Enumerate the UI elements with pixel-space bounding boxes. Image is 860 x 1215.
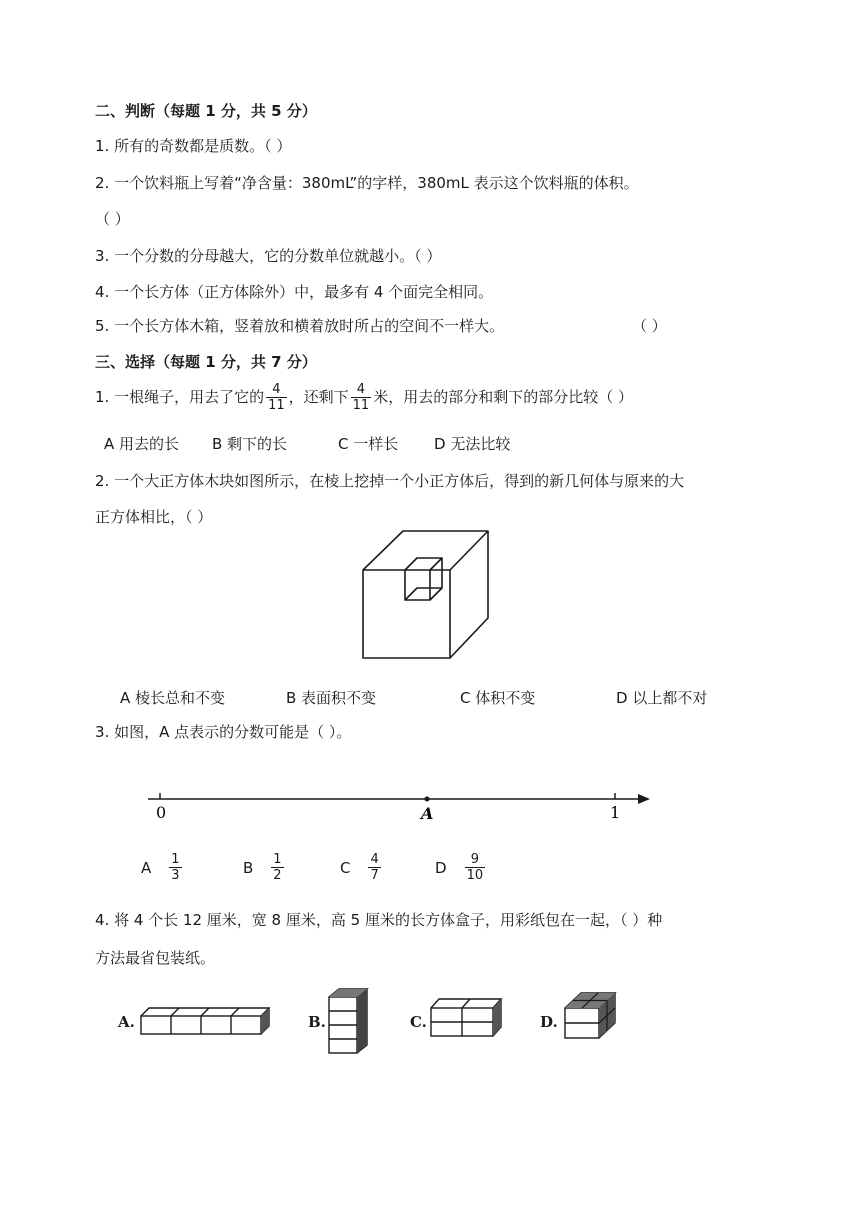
point-a-marker <box>425 797 430 802</box>
choice-q2-line1: 2. 一个大正方体木块如图所示，在棱上挖掉一个小正方体后，得到的新几何体与原来的大 <box>95 472 685 490</box>
fraction-denominator: 3 <box>171 868 180 883</box>
option-letter: C <box>340 858 351 877</box>
choice-q4-line1: 4. 将 4 个长 12 厘米，宽 8 厘米，高 5 厘米的长方体盒子，用彩纸包在一起，（ ）种 <box>95 911 663 929</box>
fraction-denominator: 2 <box>273 868 282 883</box>
option-letter: D <box>435 858 447 877</box>
choice-q3-option-a <box>141 852 184 883</box>
fraction-denominator: 11 <box>352 398 370 413</box>
boxes-stacked-figure <box>326 986 372 1056</box>
section-judge-heading: 二、判断（每题 1 分，共 5 分） <box>95 102 317 120</box>
choice-q2-option-b: B 表面积不变 <box>286 689 377 707</box>
axis-label-a: A <box>421 804 434 823</box>
section-choice-heading: 三、选择（每题 1 分，共 7 分） <box>95 353 317 371</box>
fraction-4-11-b <box>351 382 372 413</box>
choice-q4-option-c-label: C. <box>410 1013 427 1031</box>
choice-q3-option-c <box>340 852 383 883</box>
choice-q2-option-c: C 体积不变 <box>460 689 536 707</box>
fraction-numerator: 9 <box>470 852 479 867</box>
choice-q3-option-b <box>243 852 286 883</box>
fraction-numerator: 4 <box>370 852 379 867</box>
axis-label-1: 1 <box>610 803 621 822</box>
notched-cube-figure <box>355 528 495 663</box>
fraction-denominator: 11 <box>268 398 285 413</box>
judge-q5: 5. 一个长方体木箱，竖着放和横着放时所占的空间不一样大。 <box>95 317 505 335</box>
choice-q3-option-d <box>435 852 487 883</box>
judge-q2-paren: （ ） <box>95 210 130 228</box>
choice-q1-option-c: C 一样长 <box>338 435 399 453</box>
arrow-right-icon <box>638 794 650 804</box>
option-fraction <box>169 852 181 883</box>
judge-q5-paren: （ ） <box>632 317 667 335</box>
choice-q1-mid: ，还剩下 <box>288 388 349 406</box>
number-line <box>140 785 660 825</box>
choice-q1-post: 米，用去的部分和剩下的部分比较（ ） <box>373 388 633 406</box>
fraction-numerator: 4 <box>272 382 281 397</box>
boxes-in-a-row-figure <box>138 1005 274 1037</box>
choice-q1-option-a: A 用去的长 <box>104 435 180 453</box>
choice-q1-option-d: D 无法比较 <box>434 435 511 453</box>
option-fraction <box>465 852 486 883</box>
choice-q4-option-d-label: D. <box>540 1013 558 1031</box>
fraction-numerator: 4 <box>356 382 366 397</box>
axis-label-0: 0 <box>156 803 167 822</box>
option-fraction <box>271 852 283 883</box>
judge-q2: 2. 一个饮料瓶上写着“净含量：380mL”的字样，380mL 表示这个饮料瓶的体积。 <box>95 174 639 192</box>
choice-q4-option-b-label: B. <box>308 1013 326 1031</box>
judge-q4: 4. 一个长方体（正方体除外）中，最多有 4 个面完全相同。 <box>95 283 494 301</box>
choice-q4-option-a-label: A. <box>118 1013 135 1031</box>
choice-q1-option-b: B 剩下的长 <box>212 435 288 453</box>
judge-q1: 1. 所有的奇数都是质数。（ ） <box>95 137 292 155</box>
fraction-denominator: 10 <box>466 868 484 883</box>
choice-q3-text: 3. 如图，A 点表示的分数可能是（ ）。 <box>95 723 352 741</box>
choice-q2-line2: 正方体相比，（ ） <box>95 508 213 526</box>
judge-q3: 3. 一个分数的分母越大，它的分数单位就越小。（ ） <box>95 247 442 265</box>
choice-q1-pre: 1. 一根绳子，用去了它的 <box>95 388 265 406</box>
fraction-numerator: 1 <box>273 852 282 867</box>
choice-q1 <box>95 380 633 414</box>
boxes-cube-figure <box>562 990 618 1042</box>
fraction-denominator: 7 <box>370 868 379 883</box>
choice-q2-option-d: D 以上都不对 <box>616 689 708 707</box>
option-letter: A <box>141 858 152 877</box>
fraction-numerator: 1 <box>171 852 180 867</box>
fraction-4-11-a <box>266 382 287 413</box>
boxes-two-by-two-figure <box>428 996 504 1040</box>
choice-q2-option-a: A 棱长总和不变 <box>120 689 226 707</box>
option-letter: B <box>243 858 254 877</box>
choice-q4-line2: 方法最省包装纸。 <box>95 949 216 967</box>
option-fraction <box>368 852 380 883</box>
